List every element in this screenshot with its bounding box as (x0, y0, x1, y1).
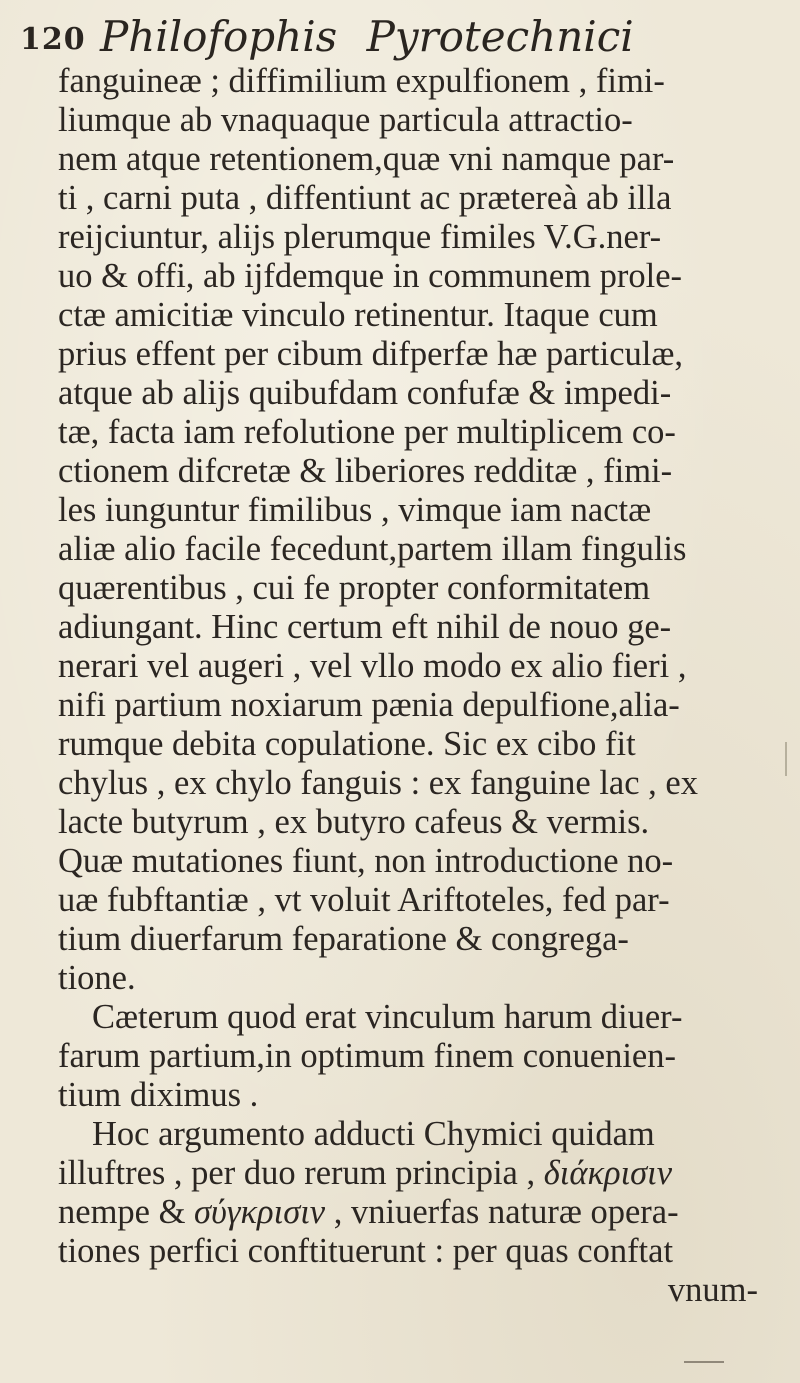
text-line: Quæ mutationes fiunt, non introductione no- (58, 842, 674, 880)
running-head (100, 12, 650, 61)
text-line: liumque ab vnaquaque particula attractio- (58, 101, 633, 139)
ink-mark (684, 1355, 724, 1363)
text-line: quærentibus , cui fe propter conformitatem (58, 569, 651, 607)
text-line: fanguineæ ; diffimilium expulfionem , fimi- (58, 62, 665, 100)
text-line: Hoc argumento adducti Chymici quidam (92, 1115, 655, 1153)
body-text (58, 62, 780, 1310)
text-line: aliæ alio facile fecedunt,partem illam fingulis (58, 530, 687, 568)
text-line: chylus , ex chylo fanguis : ex fanguine lac , ex (58, 764, 698, 802)
text-line: les iunguntur fimilibus , vimque iam nactæ (58, 491, 652, 529)
text-line: uo & offi, ab ijfdemque in communem prole- (58, 257, 683, 295)
text-line (58, 1154, 780, 1193)
catchword: vnum- (667, 1271, 758, 1309)
text-line: uæ fubftantiæ , vt voluit Ariftoteles, fed par- (58, 881, 670, 919)
running-head-word-2: Pyrotechnici (366, 12, 634, 61)
text-line: tæ, facta iam refolutione per multiplicem co- (58, 413, 676, 451)
text-line: tione. (58, 959, 136, 997)
page-header (20, 8, 760, 68)
text-line: ctionem difcretæ & liberiores redditæ , fimi- (58, 452, 673, 490)
text-line: rumque debita copulatione. Sic ex cibo fit (58, 725, 636, 763)
text-line: atque ab alijs quibufdam confufæ & impedi- (58, 374, 672, 412)
text-line: tium diuerfarum feparatione & congrega- (58, 920, 629, 958)
text-fragment: illuftres , per duo rerum principia , (58, 1154, 536, 1192)
greek-term: σύγκρισιν (194, 1193, 326, 1231)
text-line: ti , carni puta , diffentiunt ac prætereà ab illa (58, 179, 672, 217)
text-line: reijciuntur, alijs plerumque fimiles V.G.ner- (58, 218, 662, 256)
text-line: tium diximus . (58, 1076, 259, 1114)
text-fragment: , vniuerfas naturæ opera- (333, 1193, 679, 1231)
page-number: 120 (20, 22, 86, 57)
text-line: Cæterum quod erat vinculum harum diuer- (92, 998, 683, 1036)
text-line (58, 1193, 780, 1232)
running-head-word-1: Philofophis (100, 12, 338, 61)
paper-mark (785, 742, 787, 776)
text-line: nem atque retentionem,quæ vni namque par- (58, 140, 675, 178)
text-line: farum partium,in optimum finem conuenien- (58, 1037, 676, 1075)
text-line: lacte butyrum , ex butyro cafeus & vermis. (58, 803, 650, 841)
text-line: tiones perfici conftituerunt : per quas conftat (58, 1232, 674, 1270)
text-line: prius effent per cibum difperfæ hæ particulæ, (58, 335, 683, 373)
text-line: nifi partium noxiarum pænia depulfione,alia- (58, 686, 680, 724)
text-fragment: nempe & (58, 1193, 186, 1231)
text-line: nerari vel augeri , vel vllo modo ex alio fieri , (58, 647, 687, 685)
text-line: adiungant. Hinc certum eft nihil de nouo ge- (58, 608, 672, 646)
text-line: ctæ amicitiæ vinculo retinentur. Itaque cum (58, 296, 658, 334)
greek-term: διάκρισιν (543, 1154, 673, 1192)
